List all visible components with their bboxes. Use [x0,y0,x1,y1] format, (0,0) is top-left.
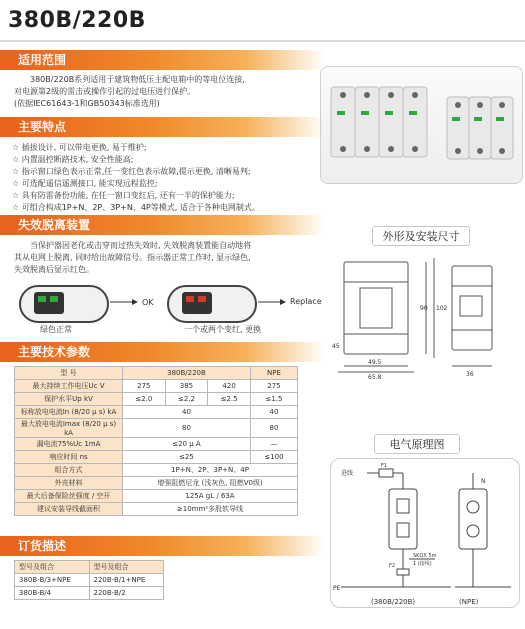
feature-text: 内置温控断路技术, 安全性能高; [21,155,134,164]
indicator-normal [20,286,108,322]
table-row [15,477,298,490]
table-cell: ≤2.2 [165,393,208,406]
dim-w2: 65.8 [368,374,382,381]
incoming-label: 进线 [341,470,354,477]
table-cell: 275 [123,380,166,393]
table-cell: ≤25 [123,451,251,464]
table-header-row [15,561,164,574]
section-order-heading: 订货描述 [10,536,325,556]
table-cell: 125A gL / 63A [123,490,298,503]
fuse1-label: F1 [381,463,388,469]
table-cell: ≤20 μ A [123,438,251,451]
table-header-cell: 型号及组合 [15,561,90,574]
table-cell: 40 [123,406,251,419]
row-label: 保护水平Up kV [15,393,123,406]
dimension-title: 外形及安装尺寸 [372,226,470,246]
order-table [14,560,164,600]
failure-line-1: 当保护器因老化或击穿而过热失效时, 失效脱离装置能自动地将 [30,241,252,250]
feature-item: ☆ 具有防雷备份功能, 在任一窗口变红后, 还有一半的保护能力; [12,191,235,200]
feature-item: ☆ 可选配遥信遥测接口, 能实现远程监控; [12,179,158,188]
failure-line-2: 其从电网上脱离, 同时给出故障信号。指示器正常工作时, 显示绿色, [14,253,251,262]
row-label: 标称放电电流In (8/20 μ s) kA [15,406,123,419]
table-row [15,451,298,464]
table-cell: ≤2.5 [208,393,251,406]
spec-table [14,366,298,516]
table-row [15,464,298,477]
table-cell: ≤2.0 [123,393,166,406]
wire2-label: 1 (接线) [413,561,432,567]
table-cell: ≤1.5 [250,393,297,406]
table-cell: 275 [250,380,297,393]
table-cell: 80 [250,419,297,438]
table-cell: ≤100 [250,451,297,464]
dim-left-small: 45 [332,343,340,350]
row-label: 外壳材料 [15,477,123,490]
table-header-cell: NPE [250,367,297,380]
table-cell: 220B-B/2 [89,587,164,600]
table-row [15,503,298,516]
section-scope-heading: 适用范围 [10,50,325,70]
failure-line-3: 失效脱离后显示红色。 [14,265,94,274]
table-row [15,574,164,587]
table-row [15,490,298,503]
section-params-heading: 主要技术参数 [10,342,325,362]
table-row [15,406,298,419]
dim-w1: 49.5 [368,359,382,366]
table-cell: 420 [208,380,251,393]
pe-label: PE [333,585,341,592]
table-header-row [15,367,298,380]
feature-text: 可选配遥信遥测接口, 能实现远程监控; [21,179,158,188]
n-label: N [481,478,486,485]
feature-text: 插拔设计, 可以带电更换, 易于维护; [21,143,147,152]
scope-line-3: (依据IEC61643-1和GB50343标准选用) [14,99,160,108]
circuit-diagram [331,459,521,609]
feature-item: ☆ 插拔设计, 可以带电更换, 易于维护; [12,143,147,152]
table-cell: — [250,438,297,451]
table-cell: 380B-B/4 [15,587,90,600]
caption-left: (380B/220B) [371,598,416,606]
page-title: 380B/220B [8,8,146,33]
scope-line-2: 对电源第2级的雷击或操作引起的过电压进行保护。 [14,87,196,96]
caption-right: (NPE) [459,598,479,606]
row-label: 最大后备保险丝强度 / 空开 [15,490,123,503]
feature-item: ☆ 内置温控断路技术, 安全性能高; [12,155,134,164]
table-header-cell: 380B/220B [123,367,251,380]
circuit-diagram-box [330,458,520,608]
feature-text: 指示窗口绿色表示正常,任一变红色表示故障,提示更换, 清晰易判; [21,167,251,176]
table-cell: 385 [165,380,208,393]
dimension-drawing [330,252,520,382]
dim-h1: 90 [420,305,428,312]
row-label: 组合方式 [15,464,123,477]
section-features-heading: 主要特点 [10,117,325,137]
normal-caption: 绿色正常 [40,325,72,334]
feature-text: 可组合构成1P+N、2P、3P+N、4P等模式, 适合于各种电网制式。 [21,203,260,212]
row-label: 漏电流75%Uc 1mA [15,438,123,451]
table-cell: 40 [250,406,297,419]
table-cell: 80 [123,419,251,438]
replace-label: Replace [290,297,322,306]
table-row [15,438,298,451]
row-label: 最大持续工作电压Uc V [15,380,123,393]
wire-label: SKQX 5m [413,553,437,559]
row-label: 最大放电电流Imax (8/20 μ s) kA [15,419,123,438]
product-photo [320,66,523,184]
table-row [15,380,298,393]
table-row [15,419,298,438]
dim-h2: 102 [436,305,448,312]
table-cell: 220B-B/1+NPE [89,574,164,587]
indicator-replace [168,286,256,322]
table-cell: 增强阻燃尼龙 (浅灰色, 阻燃V0级) [123,477,298,490]
replace-caption: 一个或两个变红, 更换 [184,325,262,334]
fuse2-label: F2 [389,563,396,569]
table-cell: 1P+N、2P、3P+N、4P [123,464,298,477]
dim-d1: 36 [466,371,474,378]
row-label: 响应时间 ns [15,451,123,464]
table-row [15,393,298,406]
product-photo-illustration [321,67,524,185]
table-header-cell: 型号及组合 [89,561,164,574]
table-row [15,587,164,600]
feature-item: ☆ 可组合构成1P+N、2P、3P+N、4P等模式, 适合于各种电网制式。 [12,203,260,212]
section-failure-heading: 失效脱离装置 [10,215,325,235]
table-header-cell: 型 号 [15,367,123,380]
ok-label: OK [142,298,154,307]
scope-line-1: 380B/220B系列适用于建筑物低压主配电箱中的等电位连接, [30,75,245,84]
title-divider [0,40,525,42]
table-cell: ≥10mm²多股软导线 [123,503,298,516]
table-cell: 380B-B/3+NPE [15,574,90,587]
row-label: 建议安装导线截面积 [15,503,123,516]
feature-item: ☆ 指示窗口绿色表示正常,任一变红色表示故障,提示更换, 清晰易判; [12,167,251,176]
feature-text: 具有防雷备份功能, 在任一窗口变红后, 还有一半的保护能力; [21,191,235,200]
circuit-title: 电气原理图 [374,434,460,454]
